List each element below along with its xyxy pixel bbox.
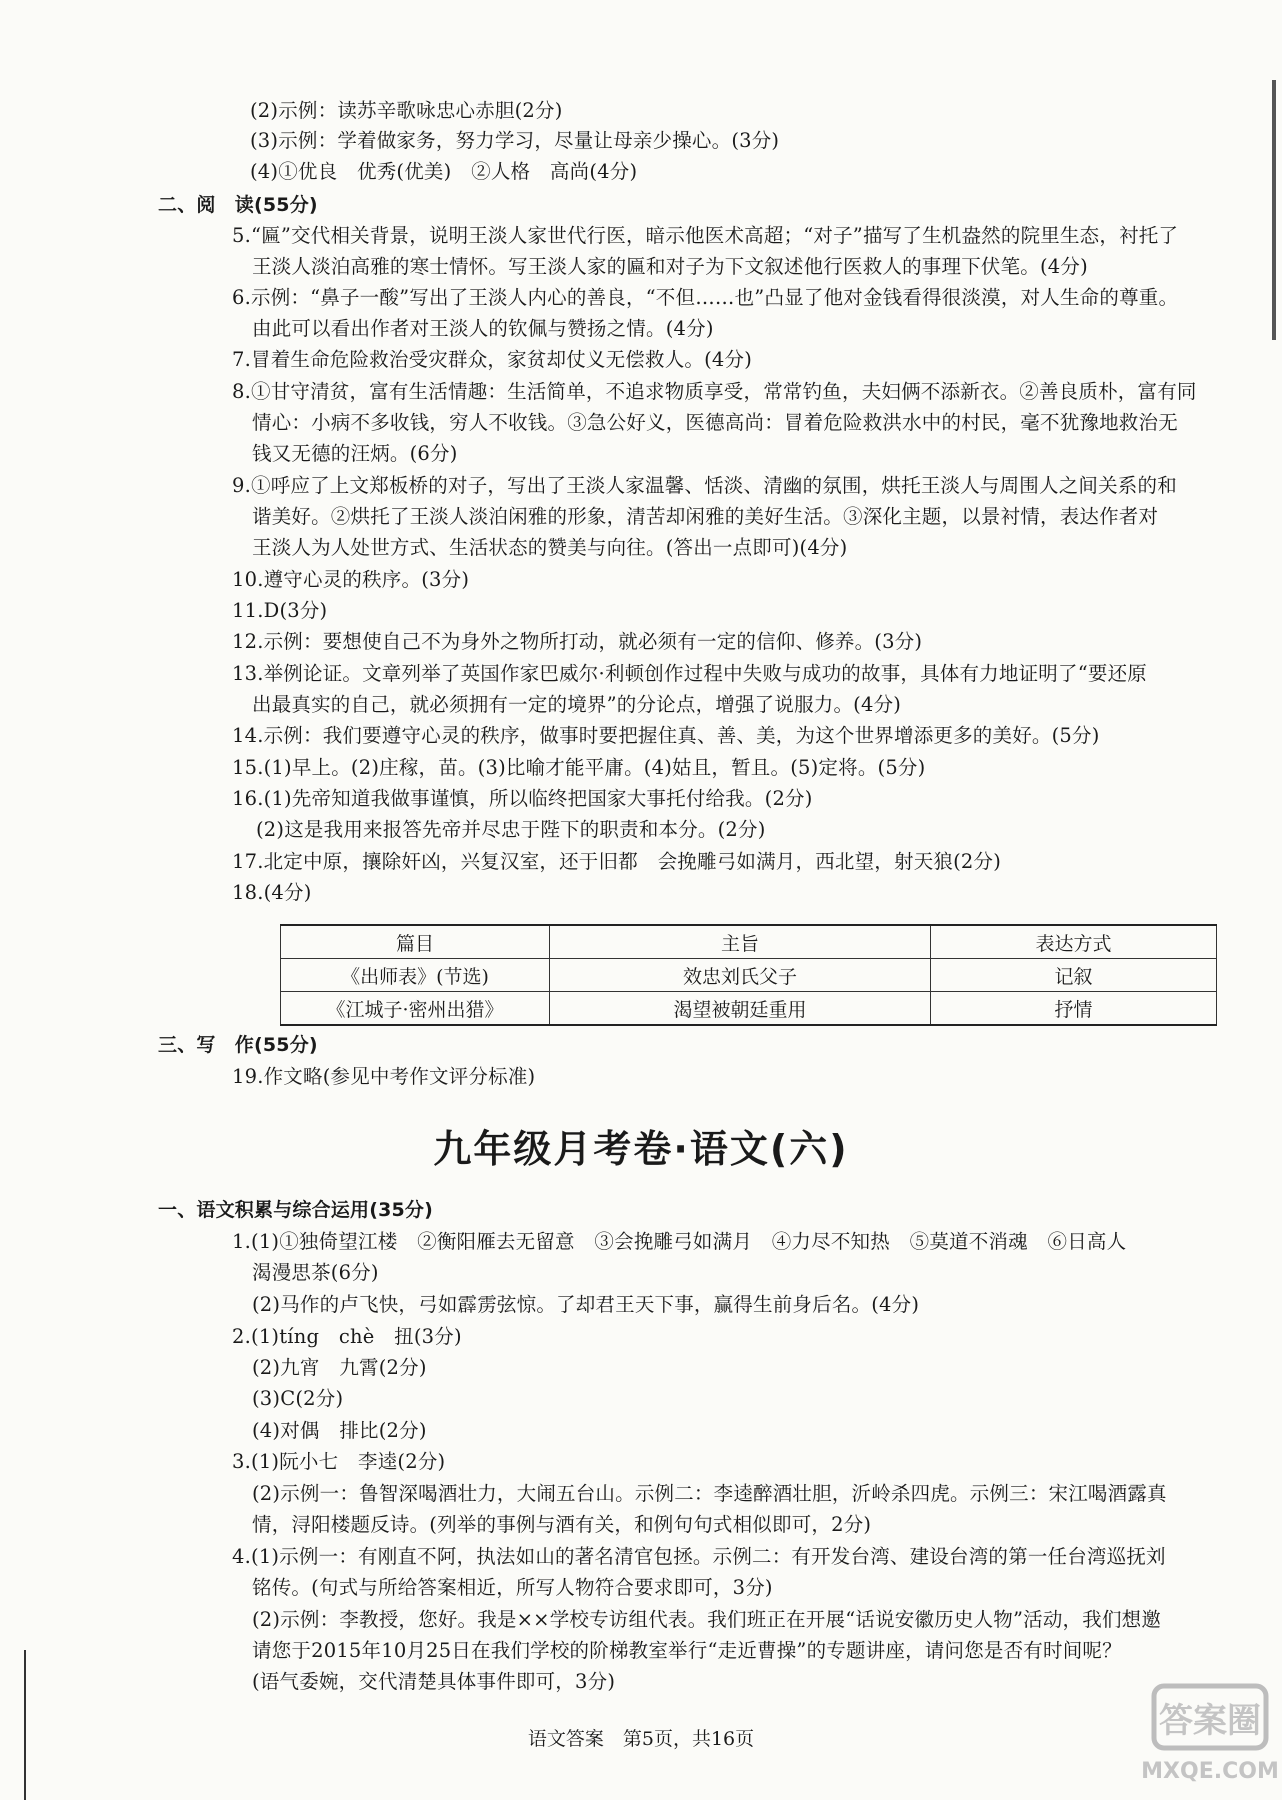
text-line: 请您于2015年10月25日在我们学校的阶梯教室举行“走近曹操”的专题讲座，请问您是否有时间呢？ [252,1639,1122,1662]
text-line: 9.①呼应了上文郑板桥的对子，写出了王淡人家温馨、恬淡、清幽的氛围，烘托王淡人与周围人之间关系的和 [232,474,1177,497]
text-line: 8.①甘守清贫，富有生活情趣：生活简单，不追求物质享受，常常钓鱼，夫妇俩不添新衣。②善良质朴，富有同 [232,380,1197,403]
text-line: 18.(4分) [232,881,312,904]
table-header: 表达方式 [931,925,1217,959]
scan-edge-mark [1272,80,1276,340]
watermark-logo [1141,1680,1279,1790]
answer-table [280,924,1217,1026]
text-line: 情心：小病不多收钱，穷人不收钱。③急公好义，医德高尚：冒着危险救洪水中的村民，毫不犹豫地救治无 [252,411,1178,434]
text-line: (2)九宵 九霄(2分) [252,1356,427,1379]
table-row [281,992,1217,1026]
section-heading-reading: 二、阅 读(55分) [158,194,318,216]
text-line: 5.“匾”交代相关背景，说明王淡人家世代行医，暗示他医术高超；“对子”描写了生机盎然的院里生态，衬托了 [232,224,1179,247]
text-line: (3)C(2分) [252,1387,344,1410]
text-line: 13.举例论证。文章列举了英国作家巴威尔·利顿创作过程中失败与成功的故事，具体有力地证明了“要还原 [232,662,1147,685]
table-cell: 《出师表》(节选) [281,959,550,992]
table-cell: 渴望被朝廷重用 [550,992,931,1026]
text-line: 1.(1)①独倚望江楼 ②衡阳雁去无留意 ③会挽雕弓如满月 ④力尽不知热 ⑤莫道不消魂 ⑥日高人 [232,1230,1127,1253]
exam-title: 九年级月考卷·语文(六) [433,1127,849,1171]
text-line: (2)示例：李教授，您好。我是××学校专访组代表。我们班正在开展“话说安徽历史人物”活动，我们想邀 [252,1608,1162,1631]
text-line: 王淡人淡泊高雅的寒士情怀。写王淡人家的匾和对子为下文叙述他行医救人的事理下伏笔。(4分) [252,255,1088,278]
table-header: 主旨 [550,925,931,959]
text-line: (2)这是我用来报答先帝并尽忠于陛下的职责和本分。(2分) [256,818,766,841]
table-cell: 抒情 [931,992,1217,1026]
text-line: 4.(1)示例一：有刚直不阿，执法如山的著名清官包拯。示例二：有开发台湾、建设台湾的第一任台湾巡抚刘 [232,1545,1166,1568]
text-line: 由此可以看出作者对王淡人的钦佩与赞扬之情。(4分) [252,317,714,340]
text-line: (2)马作的卢飞快，弓如霹雳弦惊。了却君王天下事，赢得生前身后名。(4分) [252,1293,920,1316]
text-line: 情，浔阳楼题反诗。(列举的事例与酒有关，和例句句式相似即可，2分) [252,1513,872,1536]
text-line: 7.冒着生命危险救治受灾群众，家贫却仗义无偿救人。(4分) [232,348,753,371]
text-line: (语气委婉，交代清楚具体事件即可，3分) [252,1670,616,1693]
text-line: 17.北定中原，攘除奸凶，兴复汉室，还于旧都 会挽雕弓如满月，西北望，射天狼(2分) [232,850,1002,873]
section-heading-writing: 三、写 作(55分) [158,1034,318,1056]
table-row [281,959,1217,992]
section-heading-accumulation: 一、语文积累与综合运用(35分) [158,1199,434,1221]
text-line: 出最真实的自己，就必须拥有一定的境界”的分论点，增强了说服力。(4分) [252,693,902,716]
text-line: 王淡人为人处世方式、生活状态的赞美与向往。(答出一点即可)(4分) [252,536,848,559]
text-line: 12.示例：要想使自己不为身外之物所打动，就必须有一定的信仰、修养。(3分) [232,630,923,653]
text-line: (2)示例：读苏辛歌咏忠心赤胆(2分) [250,99,563,122]
table-header: 篇目 [281,925,550,959]
text-line: 11.D(3分) [232,599,328,622]
text-line: 钱又无德的汪炳。(6分) [252,442,458,465]
watermark-bottom-text: MXQE.COM [1141,1759,1279,1784]
text-line: (3)示例：学着做家务，努力学习，尽量让母亲少操心。(3分) [250,129,780,152]
text-line: 19.作文略(参见中考作文评分标准) [232,1065,536,1088]
text-line: 2.(1)tíng chè 扭(3分) [232,1325,462,1348]
text-line: 6.示例：“鼻子一酸”写出了王淡人内心的善良，“不但……也”凸显了他对金钱看得很淡漠，对人生命的尊重。 [232,286,1179,309]
text-line: 谐美好。②烘托了王淡人淡泊闲雅的形象，清苦却闲雅的美好生活。③深化主题，以景衬情，表达作者对 [252,505,1159,528]
watermark-top-text: 答案圈 [1159,1701,1261,1741]
text-line: 16.(1)先帝知道我做事谨慎，所以临终把国家大事托付给我。(2分) [232,787,813,810]
text-line: 15.(1)早上。(2)庄稼，苗。(3)比喻才能平庸。(4)姑且，暂且。(5)定将。(5分) [232,756,926,779]
table-header-row [281,925,1217,959]
text-line: 铭传。(句式与所给答案相近，所写人物符合要求即可，3分) [252,1576,773,1599]
table-cell: 效忠刘氏父子 [550,959,931,992]
table-cell: 《江城子·密州出猎》 [281,992,550,1026]
text-line: (4)①优良 优秀(优美) ②人格 高尚(4分) [250,160,638,183]
text-line: 14.示例：我们要遵守心灵的秩序，做事时要把握住真、善、美，为这个世界增添更多的美好。(5分) [232,724,1100,747]
scan-edge-mark [24,1650,26,1800]
text-line: 渴漫思茶(6分) [252,1261,379,1284]
text-line: 10.遵守心灵的秩序。(3分) [232,568,470,591]
text-line: (4)对偶 排比(2分) [252,1419,427,1442]
page-footer: 语文答案 第5页，共16页 [527,1728,755,1750]
table-cell: 记叙 [931,959,1217,992]
text-line: (2)示例一：鲁智深喝酒壮力，大闹五台山。示例二：李逵醉酒壮胆，沂岭杀四虎。示例三：宋江喝酒露真 [252,1482,1167,1505]
text-line: 3.(1)阮小七 李逵(2分) [232,1450,446,1473]
